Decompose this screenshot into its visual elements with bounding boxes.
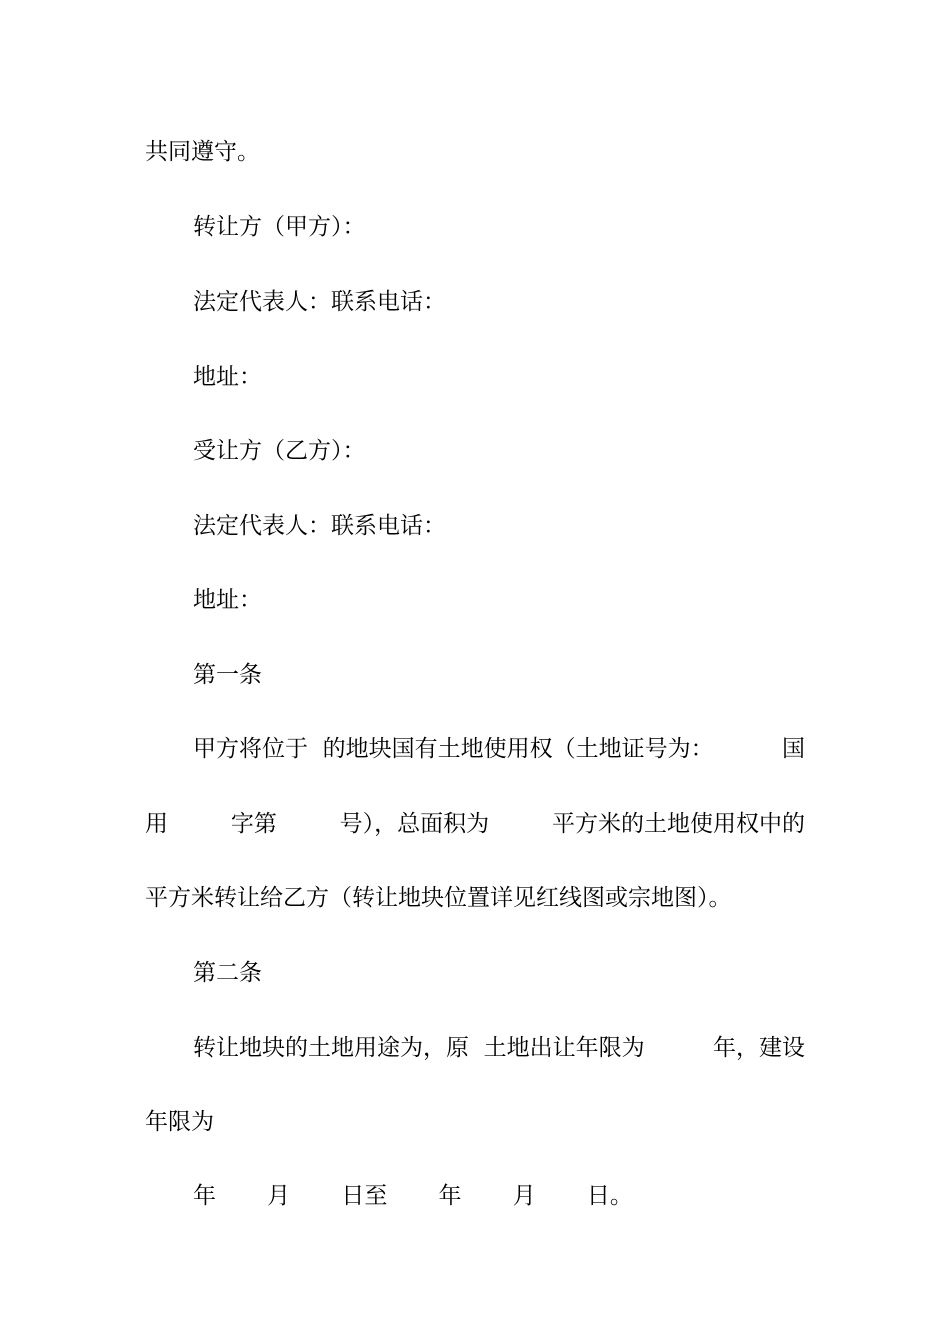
article-one-heading: 第一条 <box>193 662 262 688</box>
article-two-paragraph-line-1 <box>193 1033 805 1063</box>
article-two-text: 转让地块的土地用途为，原 土地出让年限为 <box>193 1035 645 1061</box>
closing-phrase: 共同遵守。 <box>145 139 260 165</box>
article-two-text: 年，建设 <box>713 1035 805 1061</box>
article-two-paragraph-line-2: 年限为 <box>145 1109 214 1135</box>
transferee-label: 受让方（乙方）： <box>193 438 366 464</box>
transferee-address-line: 地址： <box>193 587 262 613</box>
article-two-date-range: 年 月 日至 年 月 日。 <box>193 1183 633 1209</box>
article-one-paragraph-line-2 <box>145 809 805 839</box>
article-one-text: 字第 <box>230 811 277 837</box>
article-one-paragraph-line-3: 平方米转让给乙方（转让地块位置详见红线图或宗地图）。 <box>145 885 732 911</box>
article-one-text: 号），总面积为 <box>339 811 490 837</box>
article-one-paragraph-line-1 <box>193 734 805 764</box>
transferor-label: 转让方（甲方）： <box>193 214 366 240</box>
article-one-text: 用 <box>145 811 168 837</box>
article-one-text: 甲方将位于 的地块国有土地使用权（土地证号为： <box>193 736 714 762</box>
article-two-heading: 第二条 <box>193 960 262 986</box>
article-one-text: 国 <box>782 736 805 762</box>
transferee-representative-line: 法定代表人：联系电话： <box>193 513 446 539</box>
transferor-address-line: 地址： <box>193 364 262 390</box>
transferor-representative-line: 法定代表人：联系电话： <box>193 289 446 315</box>
article-one-text: 平方米的土地使用权中的 <box>551 811 805 837</box>
